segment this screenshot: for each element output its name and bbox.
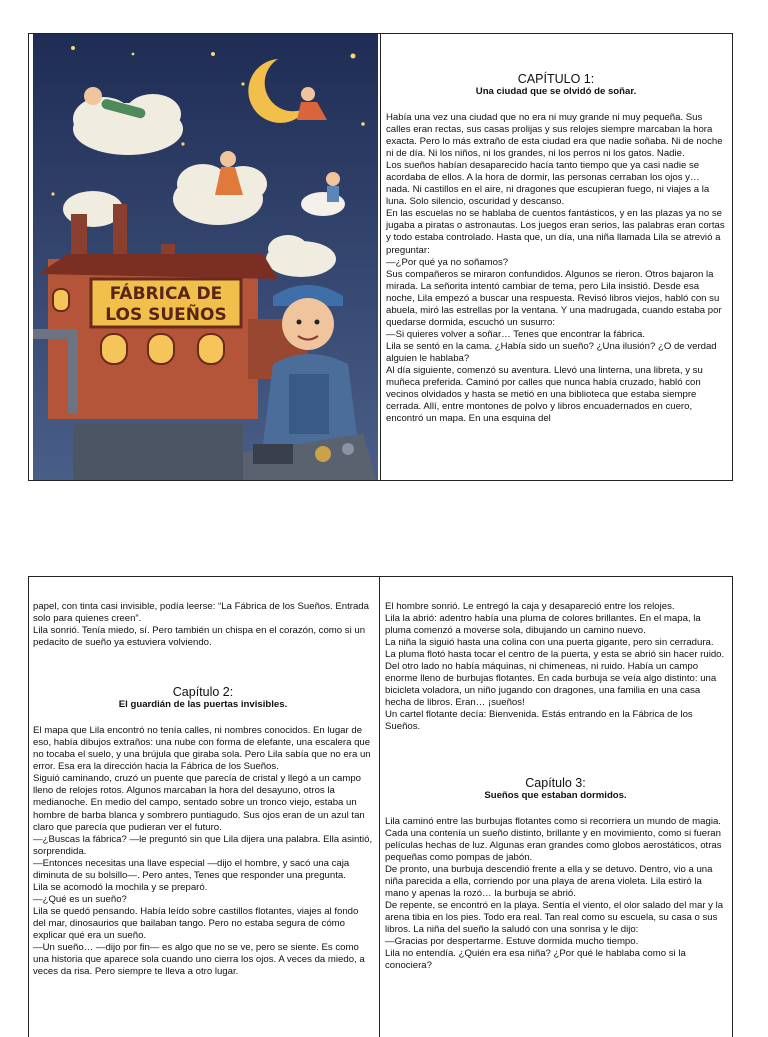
paragraph: La niña la siguió hasta una colina con una puerta gigante, pero sin cerradura. La pluma flotó hasta tocar el centro de la puerta, y esta se abrió sin hacer ruido.	[385, 637, 725, 661]
paragraph: papel, con tinta casi invisible, podía leerse: “La Fábrica de los Sueños. Entrada solo para quienes creen”.	[33, 601, 369, 625]
chapter-3-title: Capítulo 3:	[525, 775, 586, 790]
paragraph: —Si quieres volver a soñar… Tenes que encontrar la fábrica.	[386, 328, 645, 340]
paragraph: —Un sueño… —dijo por fin— es algo que no se ve, pero se siente. Es como una historia que aparece sola cuando uno cierra los ojos. A veces da miedo, a veces da risa. Pero siempre te lleva a otro lugar.	[33, 942, 365, 978]
paragraph: —¿Por qué ya no soñamos?	[386, 256, 509, 268]
page-2	[28, 576, 733, 1037]
page-2-right-column	[380, 577, 732, 1037]
chapter-1-title: CAPÍTULO 1:	[517, 72, 595, 86]
dream-factory-illustration	[33, 34, 378, 480]
chapter-3-subtitle: Sueños que estaban dormidos.	[484, 789, 627, 801]
cover-illustration	[33, 34, 378, 480]
factory-sign-line2: LOS SUEÑOS	[105, 305, 227, 325]
paragraph: —Gracias por despertarme. Estuve dormida mucho tiempo.	[385, 935, 639, 947]
paragraph: De pronto, una burbuja descendió frente a ella y se detuvo. Dentro, vio a una niña parecida a ella, corriendo por una playa de arena violeta. Lila estiró la mano y apenas la rozó… la burbuja se abrió.	[385, 863, 713, 899]
chapter-1-text	[380, 34, 732, 480]
paragraph: En las escuelas no se hablaba de cuentos fantásticos, y en las plazas ya no se jugaba a piratas o astronautas. Los juegos eran serios, las palabras eran cortas y todo estaba controlado. Hasta que, un día, una niña llamada Lila se atrevió a preguntar:	[386, 208, 725, 256]
paragraph: Había una vez una ciudad que no era ni muy grande ni muy pequeña. Sus calles eran rectas, sus casas prolijas y sus relojes siempre marcaban la hora exacta. Pero lo más extraño de esta ciudad era que nadie soñaba. Ni de noche ni de día. Ni los niños, ni los grandes, ni los perros ni los gatos. Nadie.	[386, 112, 723, 160]
paragraph: Del otro lado no había máquinas, ni chimeneas, ni ruido. Había un campo enorme lleno de burbujas flotantes. En cada burbuja se veía algo distinto: una bicicleta voladora, un niño jugando con dragones, una familia en una casa hecha de libros. Eran… ¡sueños!	[385, 661, 717, 709]
paragraph: Los sueños habían desaparecido hacía tanto tiempo que ya casi nadie se acordaba de ellos. A la hora de dormir, las personas cerraban los ojos y… nada. Ni castillos en el aire, ni dragones que escupieran fuego, ni viajes a la luna. Solo silencio, oscuridad y descanso.	[386, 160, 710, 208]
paragraph: Sus compañeros se miraron confundidos. Algunos se rieron. Otros bajaron la mirada. La señorita intentó cambiar de tema, pero Lila insistió. Desde esa noche, Lila empezó a buscar una respuesta. Revisó libros viejos, habló con su abuela, miró las estrellas por la ventana. Y una madrugada, cuando estaba por quedarse dormida, escuchó un susurro:	[386, 268, 722, 328]
paragraph: Lila no entendía. ¿Quién era esa niña? ¿Por qué le hablaba como si la conociera?	[385, 948, 686, 972]
paragraph: —¿Qué es un sueño?	[33, 893, 127, 905]
paragraph: El mapa que Lila encontró no tenía calles, ni nombres conocidos. En lugar de eso, había dibujos extraños: una nube con forma de elefante, una escalera que no tocaba el suelo, y una brújula que giraba sola. Pero Lila sabía que no era un error. Esa era la dirección hacia la Fábrica de los Sueños.	[33, 725, 371, 773]
paragraph: —Entonces necesitas una llave especial —dijo el hombre, y sacó una caja diminuta de su bolsillo—. Pero antes, Tenes que responder una pregunta.	[33, 857, 350, 881]
paragraph: —¿Buscas la fábrica? —le preguntó sin que Lila dijera una palabra. Ella asintió, sorprendida.	[33, 833, 373, 857]
paragraph: De repente, se encontró en la playa. Sentía el viento, el olor salado del mar y la arena tibia en los pies. Todo era real. Tan real como su escuela, su casa o sus libros. La niña del sueño la saludó con una sonrisa y le dijo:	[385, 899, 724, 935]
page-2-left-column	[29, 577, 380, 1037]
chapter-2-title: Capítulo 2:	[172, 685, 234, 700]
chapter-2-subtitle: El guardián de las puertas invisibles.	[118, 699, 288, 711]
paragraph: Lila sonrió. Tenía miedo, sí. Pero también un chispa en el corazón, como si un pedacito de sueño ya estuviera volviendo.	[33, 625, 366, 649]
paragraph: El hombre sonrió. Le entregó la caja y desapareció entre los relojes.	[385, 601, 675, 612]
paragraph: Al día siguiente, comenzó su aventura. Llevó una linterna, una libreta, y su muñeca preferida. Caminó por calles que nunca había cruzado, habló con vecinos olvidados y hasta se metió en una biblioteca que estaba siempre cerrada. Allí, entre montones de polvo y libros encuadernados en cuero, encontró un mapa. En una esquina del	[386, 364, 703, 425]
chapter-1-subtitle: Una ciudad que se olvidó de soñar.	[475, 86, 637, 97]
paragraph: Lila se sentó en la cama. ¿Había sido un sueño? ¿Una ilusión? ¿O de verdad alguien le hablaba?	[386, 340, 717, 364]
factory-sign-line1: FÁBRICA DE	[109, 284, 223, 304]
paragraph: Lila se acomodó la mochila y se preparó.	[33, 881, 208, 893]
paragraph: Lila caminó entre las burbujas flotantes como si recorriera un mundo de magia. Cada una contenía un sueño distinto, brillante y en movimiento, como si fueran películas hechas de luz. Algunas eran grandes como globos aerostáticos, otras pequeñas como pompas de jabón.	[385, 815, 722, 863]
paragraph: Un cartel flotante decía: Bienvenida. Estás entrando en la Fábrica de los Sueños.	[385, 709, 693, 733]
paragraph: Lila se quedó pensando. Había leído sobre castillos flotantes, viajes al fondo del mar, dinosaurios que bailaban tango. Pero no estaba segura de cómo explicar qué era un sueño.	[33, 905, 359, 941]
page-1	[28, 33, 733, 481]
paragraph: Lila la abrió: adentro había una pluma de colores brillantes. En el mapa, la pluma comenzó a moverse sola, dibujando un camino nuevo.	[385, 613, 701, 637]
paragraph: Siguió caminando, cruzó un puente que parecía de cristal y llegó a un campo lleno de relojes rotos. Algunos marcaban la hora del desayuno, otros la medianoche. En medio del campo, sentado sobre un tronco viejo, estaba un hombre de barba blanca y sombrero puntiagudo. Sus ojos eran de un azul tan claro que parecía que pudieran ver el futuro.	[33, 773, 365, 833]
